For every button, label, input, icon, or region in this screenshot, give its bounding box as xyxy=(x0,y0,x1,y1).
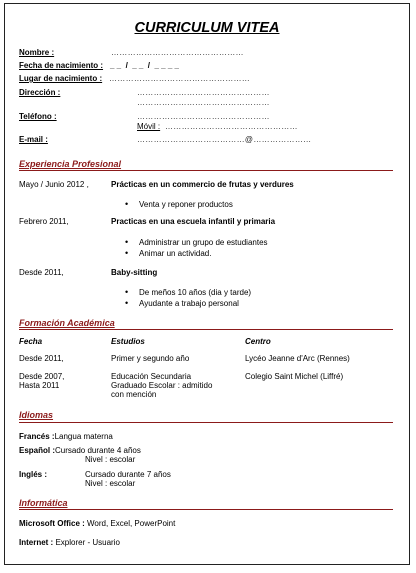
exp-bullet-list xyxy=(125,237,268,259)
exp-date: Mayo / Junio 2012 , xyxy=(19,180,89,189)
exp-title: Practicas en una escuela infantil y primaria xyxy=(111,217,276,226)
lugar-nacimiento-label: Lugar de nacimiento : xyxy=(19,74,103,83)
idioma-ingles-label: Inglés : xyxy=(19,470,48,479)
telefono-label: Teléfono : xyxy=(19,112,57,121)
exp-title: Baby-sitting xyxy=(111,268,158,277)
fecha-nacimiento-label: Fecha de nacimiento : xyxy=(19,61,104,70)
formacion-fecha: Desde 2011, xyxy=(19,354,64,363)
section-informatica-heading: Informática xyxy=(19,498,68,508)
idioma-ingles-value: Cursado durante 7 años xyxy=(85,470,171,479)
nombre-label: Nombre : xyxy=(19,48,55,57)
exp-bullet-list xyxy=(125,287,251,309)
section-divider xyxy=(19,170,393,171)
idioma-frances-value: Langua materna xyxy=(54,432,113,441)
formacion-estudios: Educación Secundaria xyxy=(111,372,192,381)
idioma-espanol-value: Cursado durante 4 años xyxy=(55,446,141,455)
direccion-line-1: ………………………………………… xyxy=(137,88,270,97)
col-header-fecha: Fecha xyxy=(19,337,43,346)
section-formacion-heading: Formación Académica xyxy=(19,318,115,328)
formacion-fecha: Hasta 2011 xyxy=(19,381,60,390)
formacion-centro: Colegio Saint Michel (Liffré) xyxy=(245,372,344,381)
informatica-internet xyxy=(19,538,120,547)
informatica-internet-label: Internet : xyxy=(19,538,54,547)
informatica-internet-value: Explorer - Usuario xyxy=(53,538,120,547)
idioma-espanol-nivel: Nivel : escolar xyxy=(85,455,136,464)
col-header-estudios: Estudios xyxy=(111,337,145,346)
direccion-label: Dirección : xyxy=(19,88,61,97)
formacion-estudios: Primer y segundo año xyxy=(111,354,190,363)
idioma-ingles-nivel: Nivel : escolar xyxy=(85,479,136,488)
formacion-fecha: Desde 2007, xyxy=(19,372,65,381)
movil-value: ………………………………………… xyxy=(165,122,298,131)
section-divider xyxy=(19,422,393,423)
list-item: • Venta y reponer productos xyxy=(125,199,233,210)
idioma-frances-label: Francés : xyxy=(19,432,55,441)
idioma-espanol xyxy=(19,446,141,455)
formacion-estudios: con mención xyxy=(111,390,157,399)
col-header-centro: Centro xyxy=(245,337,271,346)
fecha-nacimiento-value: _ _ / _ _ / _ _ _ _ xyxy=(110,61,179,70)
telefono-value: ………………………………………… xyxy=(137,112,270,121)
movil-label: Móvil : xyxy=(137,122,161,131)
direccion-line-2: ………………………………………… xyxy=(137,98,270,107)
idioma-espanol-label: Español : xyxy=(19,446,56,455)
informatica-office-label: Microsoft Office : xyxy=(19,519,85,528)
section-divider xyxy=(19,329,393,330)
section-idiomas-heading: Idiomas xyxy=(19,410,54,420)
exp-date: Febrero 2011, xyxy=(19,217,69,226)
email-value: …………………………………@………………… xyxy=(137,135,312,144)
formacion-centro: Lycéo Jeanne d'Arc (Rennes) xyxy=(245,354,350,363)
email-label: E-mail : xyxy=(19,135,48,144)
list-item: • Administrar un grupo de estudiantes xyxy=(125,237,268,248)
idioma-frances xyxy=(19,432,113,441)
list-item: • Animar un actividad. xyxy=(125,248,268,259)
exp-date: Desde 2011, xyxy=(19,268,64,277)
cv-page xyxy=(4,3,410,565)
lugar-nacimiento-value: …………………………………………… xyxy=(109,74,251,83)
exp-bullet-list xyxy=(125,199,233,210)
list-item: • Ayudante a trabajo personal xyxy=(125,298,251,309)
page-title: CURRICULUM VITEA xyxy=(134,20,280,36)
informatica-office xyxy=(19,519,175,528)
informatica-office-value: Word, Excel, PowerPoint xyxy=(84,519,176,528)
section-divider xyxy=(19,509,393,510)
nombre-value: ………………………………………… xyxy=(111,48,244,57)
section-experiencia-heading: Experiencia Profesional xyxy=(19,159,122,169)
exp-title: Prácticas en un commercio de frutas y verdures xyxy=(111,180,294,189)
formacion-estudios: Graduado Escolar : admitido xyxy=(111,381,213,390)
list-item: • De meños 10 años (dia y tarde) xyxy=(125,287,251,298)
